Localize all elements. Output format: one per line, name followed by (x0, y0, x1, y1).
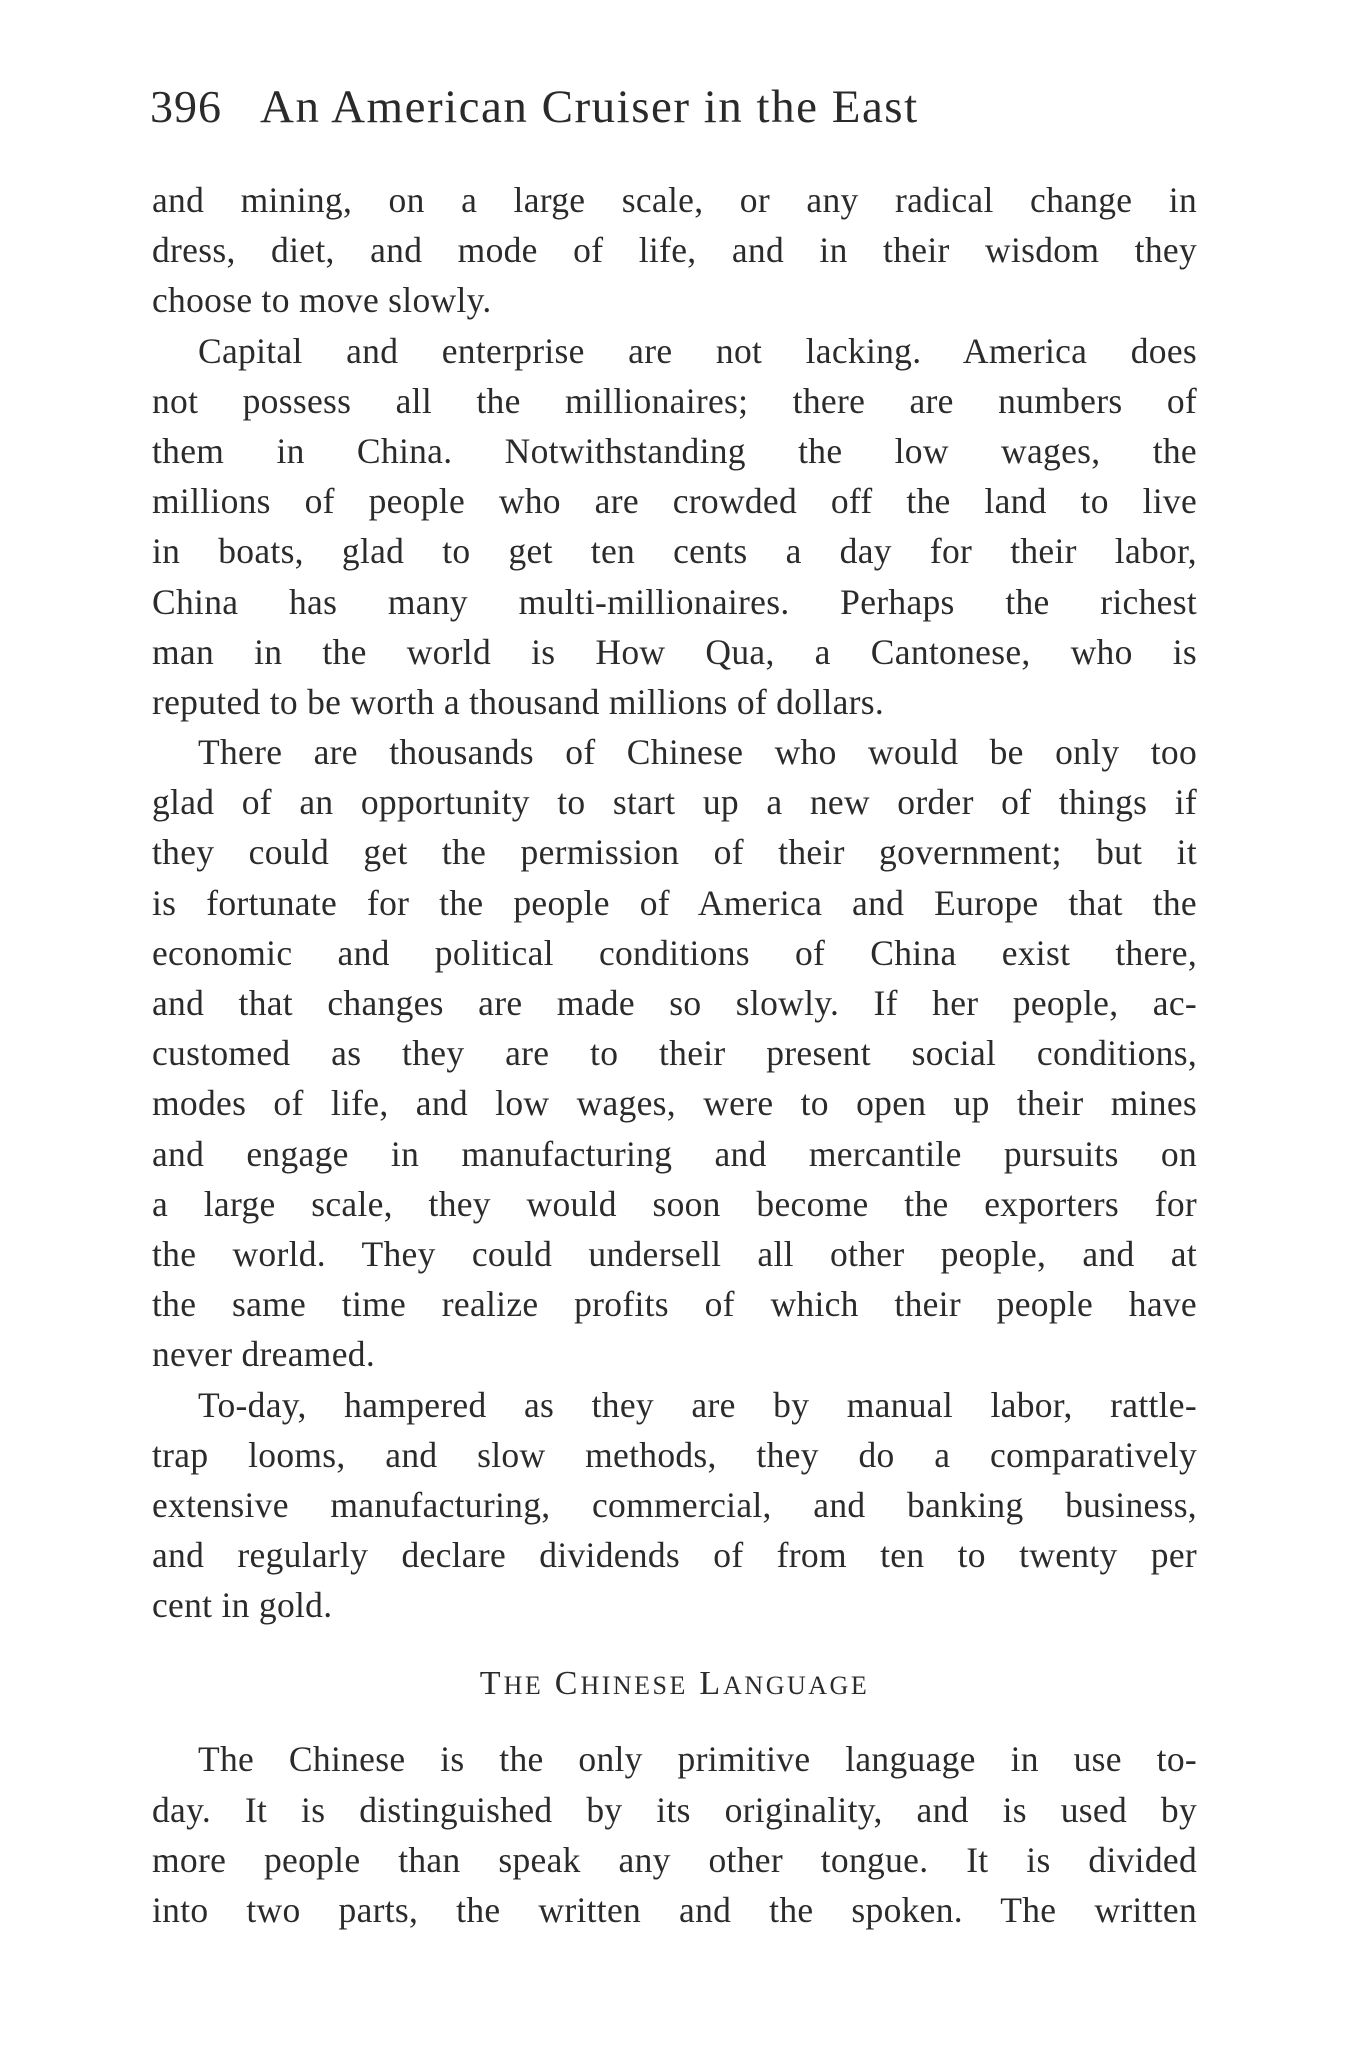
text-line: never dreamed. (152, 1334, 375, 1375)
text-line: a large scale, they would soon become the exporters for (152, 1183, 1197, 1224)
text-line: glad of an opportunity to start up a new order of things if (152, 782, 1197, 823)
text-line: is fortunate for the people of America and Europe that the (152, 882, 1197, 923)
text-line: cent in gold. (152, 1585, 333, 1626)
paragraph-4 (152, 1380, 1197, 1631)
paragraph-3 (152, 727, 1197, 1379)
text-line: the world. They could undersell all other people, and at (152, 1233, 1197, 1274)
text-line: The Chinese is the only primitive language in use to- (198, 1739, 1197, 1780)
text-line: and engage in manufacturing and mercantile pursuits on (152, 1133, 1197, 1174)
heading-small-caps: HE (503, 1671, 544, 1701)
text-line: choose to move slowly. (152, 280, 492, 321)
text-line: millions of people who are crowded off the land to live (152, 481, 1197, 522)
text-line: modes of life, and low wages, were to open up their mines (152, 1083, 1197, 1124)
heading-initial: C (554, 1665, 581, 1703)
text-line: dress, diet, and mode of life, and in their wisdom they (152, 230, 1197, 271)
text-line: To-day, hampered as they are by manual labor, rattle- (198, 1384, 1197, 1425)
body-text (152, 175, 1197, 1935)
text-line: in boats, glad to get ten cents a day for their labor, (152, 531, 1197, 572)
text-line: into two parts, the written and the spoken. The written (152, 1890, 1197, 1930)
text-line: not possess all the millionaires; there are numbers of (152, 380, 1197, 421)
heading-initial: T (479, 1665, 504, 1703)
text-line: they could get the permission of their government; but it (152, 832, 1197, 873)
text-line: them in China. Notwithstanding the low wages, the (152, 430, 1197, 471)
text-line: Capital and enterprise are not lacking. America does (198, 330, 1197, 371)
heading-small-caps: HINESE (580, 1671, 688, 1701)
heading-initial: L (699, 1665, 724, 1703)
text-line: and that changes are made so slowly. If her people, ac- (152, 983, 1197, 1023)
text-line: economic and political conditions of China exist there, (152, 932, 1197, 973)
text-line: trap looms, and slow methods, they do a comparatively (152, 1434, 1197, 1475)
paragraph-2 (152, 326, 1197, 728)
text-line: There are thousands of Chinese who would be only too (198, 732, 1197, 773)
text-line: reputed to be worth a thousand millions of dollars. (152, 681, 885, 722)
page-number: 396 (150, 81, 222, 132)
text-line: and mining, on a large scale, or any radical change in (152, 180, 1197, 220)
text-line: the same time realize profits of which their people have (152, 1284, 1197, 1325)
running-title: An American Cruiser in the East (260, 81, 919, 133)
text-line: and regularly declare dividends of from ten to twenty per (152, 1535, 1197, 1576)
text-line: extensive manufacturing, commercial, and banking business, (152, 1484, 1197, 1525)
heading-small-caps: ANGUAGE (723, 1671, 870, 1701)
section-paragraph (152, 1734, 1197, 1935)
text-line: day. It is distinguished by its originality, and is used by (152, 1789, 1197, 1830)
text-line: man in the world is How Qua, a Cantonese, who is (152, 631, 1197, 672)
section-heading (152, 1642, 1197, 1730)
text-line: more people than speak any other tongue. It is divided (152, 1839, 1197, 1880)
paragraph-1 (152, 175, 1197, 326)
text-line: customed as they are to their present social conditions, (152, 1033, 1197, 1074)
running-head (150, 80, 1100, 140)
text-line: China has many multi-millionaires. Perhaps the richest (152, 581, 1197, 622)
